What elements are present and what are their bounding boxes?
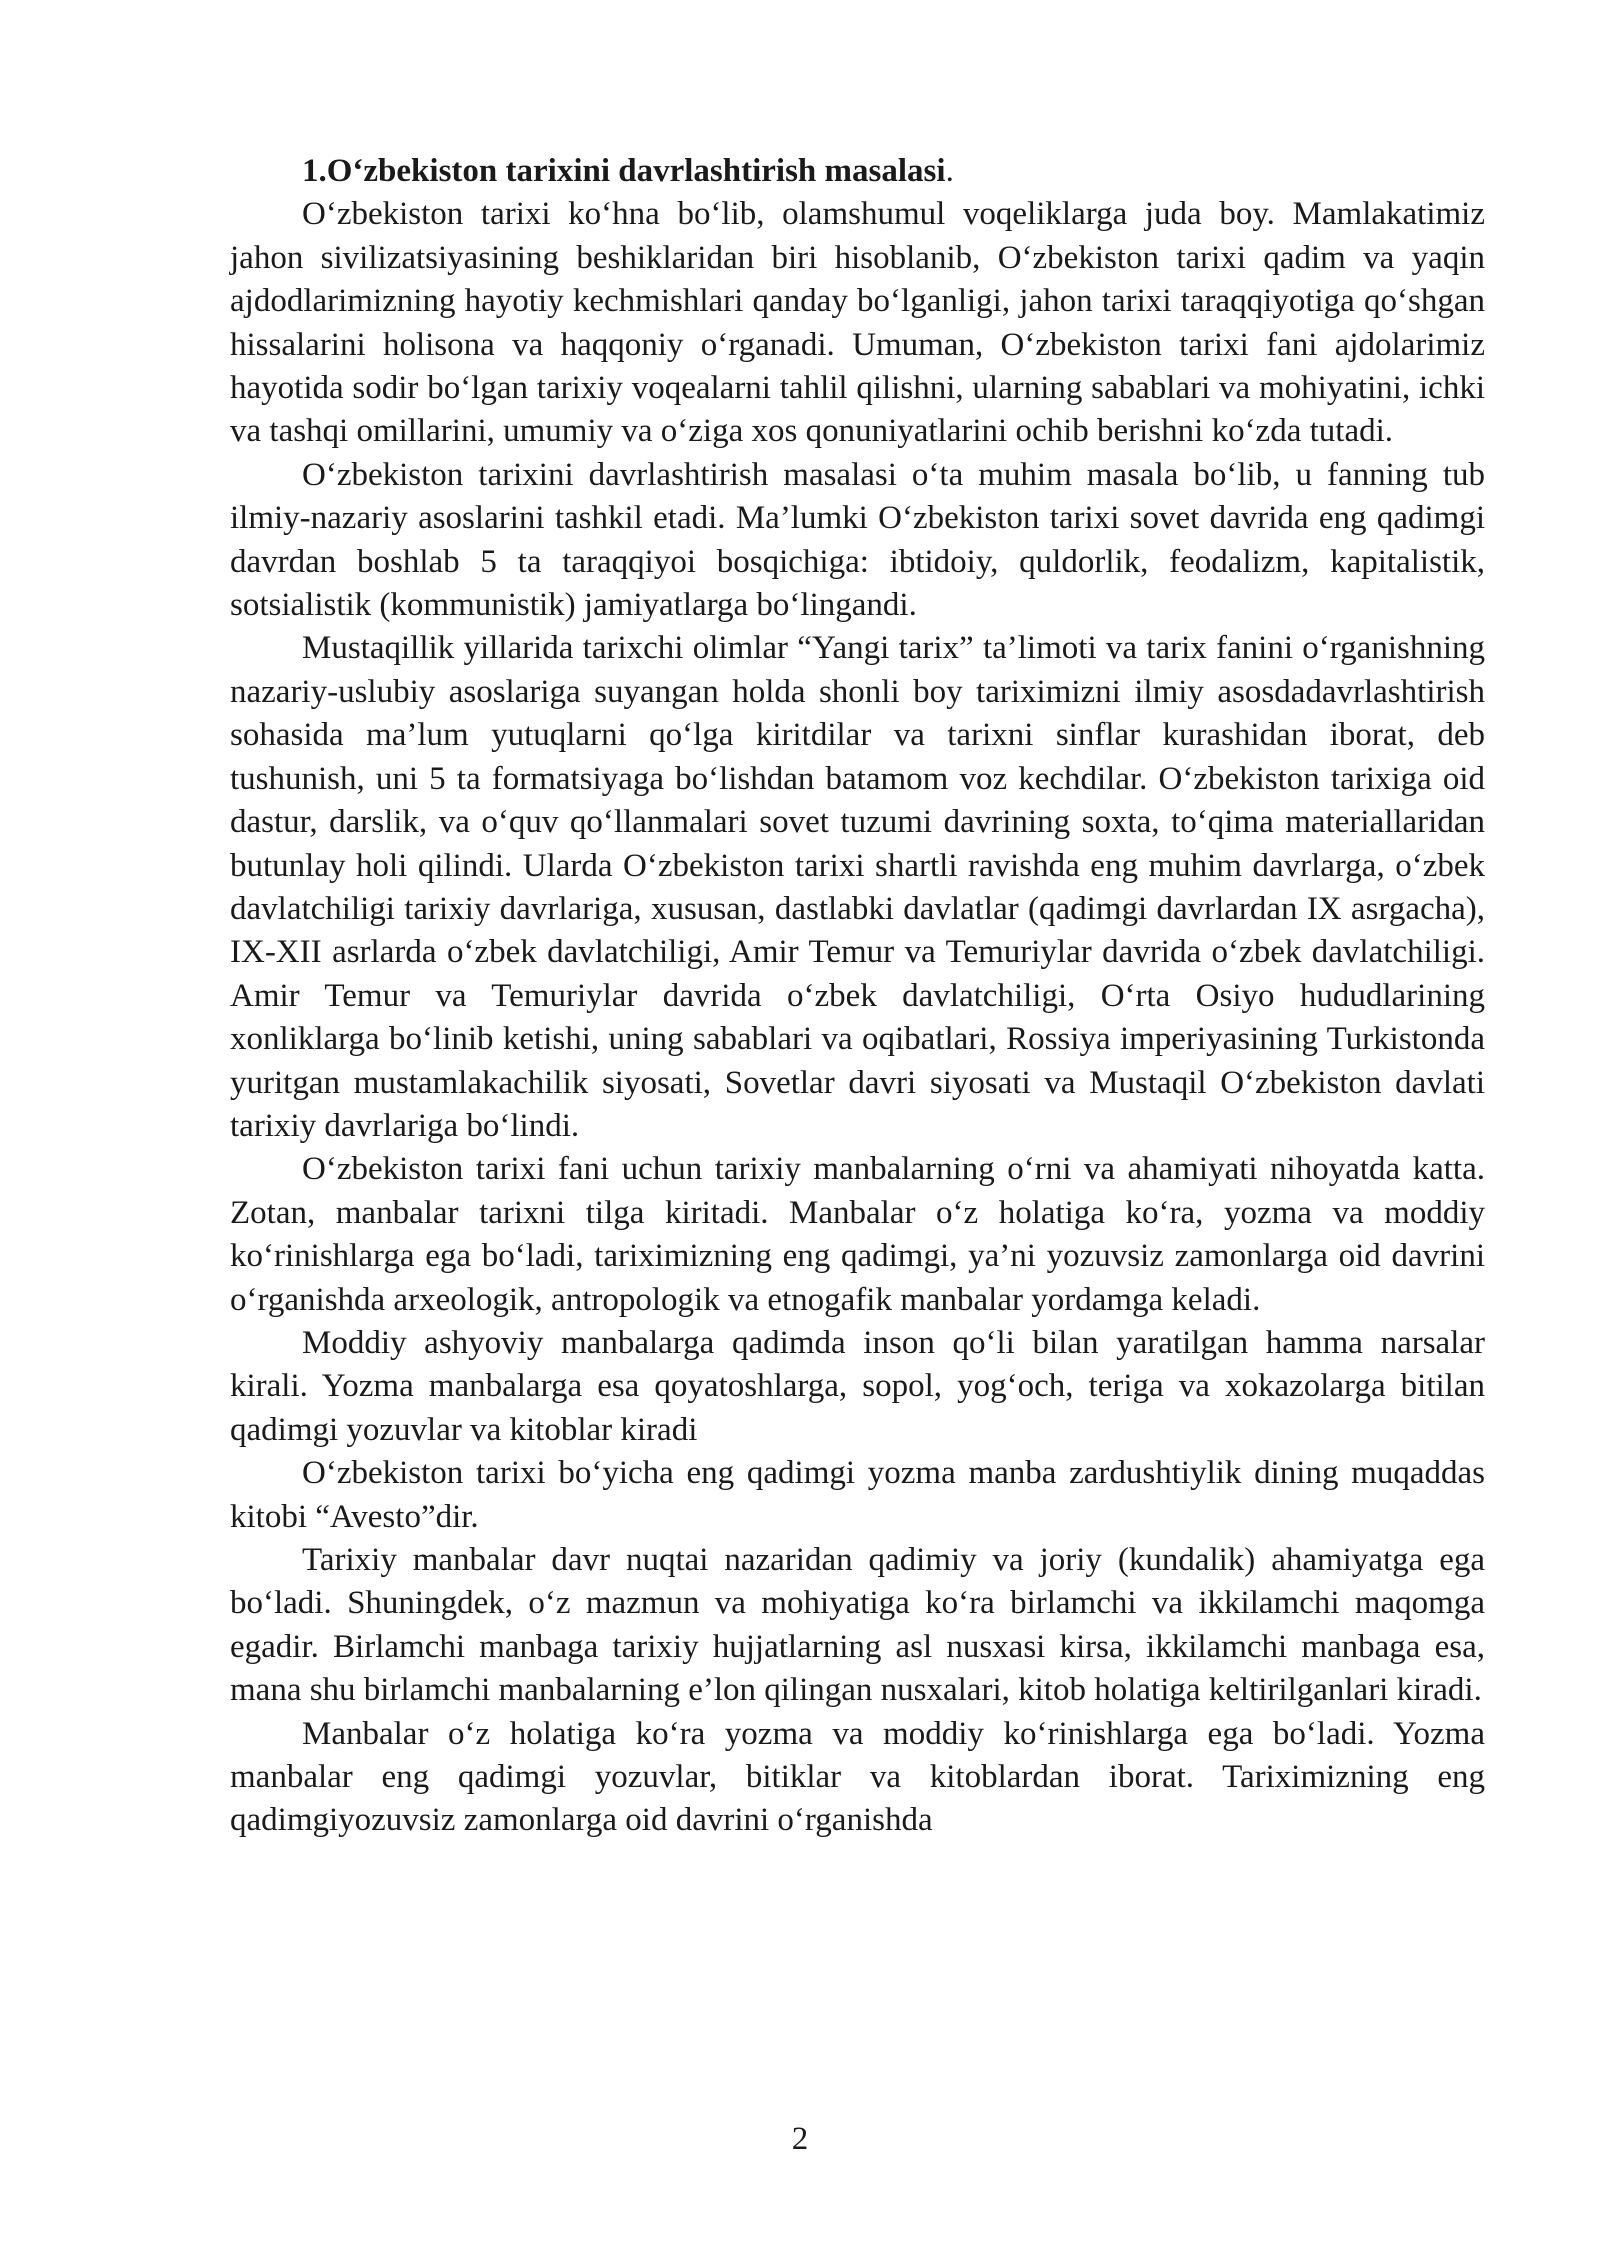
section-heading-text: 1.O‘zbekiston tarixini davrlashtirish masalasi — [302, 153, 946, 189]
paragraph-material-sources: Moddiy ashyoviy manbalarga qadimda inson qo‘li bilan yaratilgan hamma narsalar kirali. Yozma manbalarga esa qoyatoshlarga, sopol, yog‘och, teriga va xokazolarga bitilan qadimgi yozuvlar va kitoblar kiradi — [230, 1324, 1485, 1448]
paragraph-primary-secondary: Tarixiy manbalar davr nuqtai nazaridan qadimiy va joriy (kundalik) ahamiyatga ega bo‘ladi. Shuningdek, o‘z mazmun va mohiyatiga ko‘ra birlamchi va ikkilamchi maqomga egadir. Birlamchi manbaga tarixiy hujjatlarning asl nusxasi kirsa, ikkilamchi manbaga esa, mana shu birlamchi manbalarning e’lon qilingan nusxalari, kitob holatiga keltirilganlari kiradi. — [230, 1542, 1485, 1709]
section-heading-period: . — [945, 153, 954, 189]
paragraph-sources-importance: O‘zbekiston tarixi fani uchun tarixiy manbalarning o‘rni va ahamiyati nihoyatda katta. Zotan, manbalar tarixni tilga kiritadi. Manbalar o‘z holatiga ko‘ra, yozma va moddiy ko‘rinishlarga ega bo‘ladi, tariximizning eng qadimgi, ya’ni yozuvsiz zamonlarga oid davrini o‘rganishda arxeologik, antropologik va etnogafik manbalar yordamga keladi. — [230, 1151, 1485, 1318]
paragraph-intro: O‘zbekiston tarixi ko‘hna bo‘lib, olamshumul voqeliklarga juda boy. Mamlakatimiz jahon sivilizatsiyasining beshiklaridan biri hisoblanib, O‘zbekiston tarixi qadim va yaqin ajdodlarimizning hayotiy kechmishlari qanday bo‘lganligi, jahon tarixi taraqqiyotiga qo‘shgan hissalarini holisona va haqqoniy o‘rganadi. Umuman, O‘zbekiston tarixi fani ajdolarimiz hayotida sodir bo‘lgan tarixiy voqealarni tahlil qilishni, ularning sabablari va mohiyatini, ichki va tashqi omillarini, umumiy va o‘ziga xos qonuniyatlarini ochib berishni ko‘zda tutadi. — [230, 196, 1485, 450]
section-heading — [230, 150, 1485, 193]
paragraph-independence-era: Mustaqillik yillarida tarixchi olimlar “Yangi tarix” ta’limoti va tarix fanini o‘rganishning nazariy-uslubiy asoslariga suyangan holda shonli boy tariximizni ilmiy asosdadavrlashtirish sohasida ma’lum yutuqlarni qo‘lga kiritdilar va tarixni sinflar kurashidan iborat, deb tushunish, uni 5 ta formatsiyaga bo‘lishdan batamom voz kechdilar. O‘zbekiston tarixiga oid dastur, darslik, va o‘quv qo‘llanmalari sovet tuzumi davrining soxta, to‘qima materiallaridan butunlay holi qilindi. Ularda O‘zbekiston tarixi shartli ravishda eng muhim davrlarga, o‘zbek davlatchiligi tarixiy davrlariga, xususan, dastlabki davlatlar (qadimgi davrlardan IX asrgacha), IX-XII asrlarda o‘zbek davlatchiligi, Amir Temur va Temuriylar davrida o‘zbek davlatchiligi. Amir Temur va Temuriylar davrida o‘zbek davlatchiligi, O‘rta Osiyo hududlarining xonliklarga bo‘linib ketishi, uning sabablari va oqibatlari, Rossiya imperiyasining Turkistonda yuritgan mustamlakachilik siyosati, Sovetlar davri siyosati va Mustaqil O‘zbekiston davlati tarixiy davrlariga bo‘lindi. — [230, 630, 1485, 1144]
document-page — [230, 150, 1485, 1843]
paragraph-periodization: O‘zbekiston tarixini davrlashtirish masalasi o‘ta muhim masala bo‘lib, u fanning tub ilmiy-nazariy asoslarini tashkil etadi. Ma’lumki O‘zbekiston tarixi sovet davrida eng qadimgi davrdan boshlab 5 ta taraqqiyoi bosqichiga: ibtidoiy, quldorlik, feodalizm, kapitalistik, sotsialistik (kommunistik) jamiyatlarga bo‘lingandi. — [230, 456, 1485, 624]
paragraph-avesto: O‘zbekiston tarixi bo‘yicha eng qadimgi yozma manba zardushtiylik dining muqaddas kitobi “Avesto”dir. — [230, 1455, 1485, 1535]
page-number: 2 — [791, 2121, 809, 2157]
paragraph-written-material: Manbalar o‘z holatiga ko‘ra yozma va moddiy ko‘rinishlarga ega bo‘ladi. Yozma manbalar eng qadimgi yozuvlar, bitiklar va kitoblardan iborat. Tariximizning eng qadimgiyozuvsiz zamonlarga oid davrini o‘rganishda — [230, 1715, 1485, 1839]
